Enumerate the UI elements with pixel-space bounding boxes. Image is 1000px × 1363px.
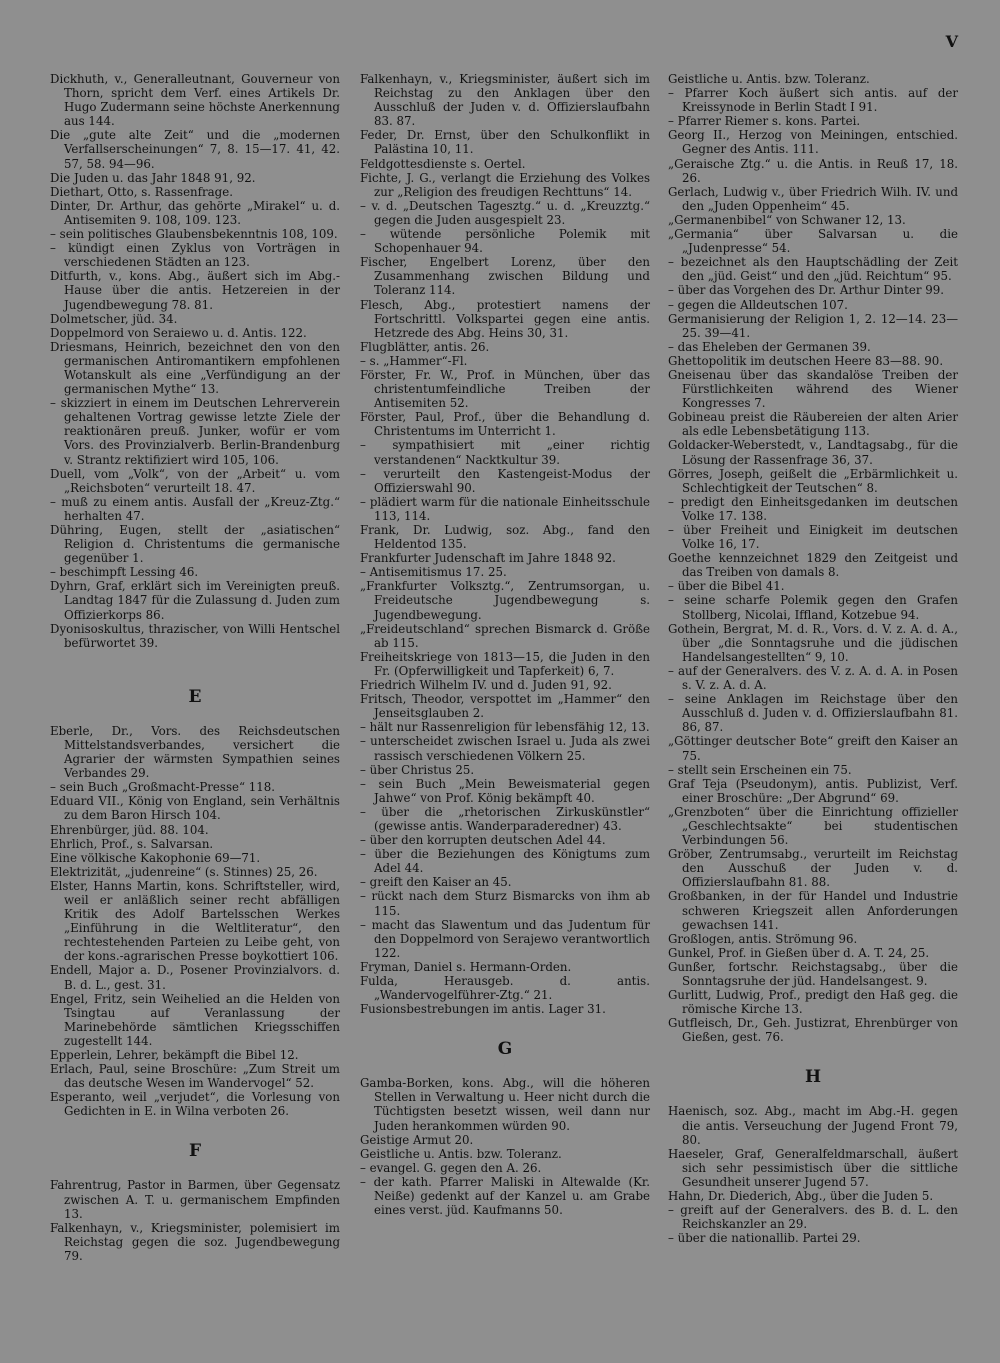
index-entry: „Göttinger deutscher Bote“ greift den Kaiser an 75.	[668, 734, 958, 763]
index-entry: Elektrizität, „judenreine“ (s. Stinnes) 25, 26.	[50, 864, 318, 879]
index-entry: – evangel. G. gegen den A. 26.	[360, 1160, 542, 1175]
section-letter-heading: E	[188, 686, 202, 707]
section-letter-heading: F	[188, 1141, 202, 1162]
index-entry: Doppelmord von Seraiewo u. d. Antis. 122.	[50, 325, 307, 340]
index-entry: Feldgottesdienste s. Oertel.	[360, 156, 526, 171]
index-entry: – hält nur Rassenreligion für lebensfähig 12, 13.	[360, 720, 650, 735]
index-entry: Die „gute alte Zeit“ und die „modernen Verfallserscheinungen“ 7, 8. 15—17. 41, 42. 57, 58. 94—96.	[50, 128, 340, 171]
index-entry: Förster, Fr. W., Prof. in München, über das christentumfeindliche Treiben der Antisemiten 52.	[360, 367, 650, 411]
index-entry: Dyonisoskultus, thrazischer, von Willi Hentschel befürwortet 39.	[50, 621, 340, 650]
section-letter-heading: G	[497, 1039, 513, 1060]
index-entry: – gegen die Alldeutschen 107.	[668, 297, 848, 312]
index-entry: „Germania“ über Salvarsan u. die „Judenpresse“ 54.	[668, 227, 958, 256]
index-entry: – unterscheidet zwischen Israel u. Juda als zwei rassisch verschiedenen Völkern 25.	[360, 734, 650, 763]
index-entry: Gurlitt, Ludwig, Prof., predigt den Haß geg. die römische Kirche 13.	[668, 988, 958, 1017]
index-entry: Eberle, Dr., Vors. des Reichsdeutschen Mittelstandsverbandes, versichert die Agrarier der wärmsten Sympathien seines Verbandes 29.	[50, 723, 340, 781]
index-entry: Esperanto, weil „verjudet“, die Vorlesung von Gedichten in E. in Wilna verboten 26.	[50, 1090, 340, 1119]
index-entry: – über Christus 25.	[360, 762, 475, 777]
index-entry: Görres, Joseph, geißelt die „Erbärmlichkeit u. Schlechtigkeit der Teutschen“ 8.	[668, 466, 958, 495]
index-entry: – seine scharfe Polemik gegen den Grafen Stollberg, Nicolai, Iffland, Kotzebue 94.	[668, 593, 958, 622]
index-entry: Ehrlich, Prof., s. Salvarsan.	[50, 836, 214, 851]
index-entry: Frankfurter Judenschaft im Jahre 1848 92.	[360, 551, 616, 566]
index-entry: – wütende persönliche Polemik mit Schopenhauer 94.	[360, 227, 650, 256]
section-letter-heading: H	[804, 1067, 822, 1088]
index-entry: – über das Vorgehen des Dr. Arthur Dinter 99.	[668, 283, 945, 298]
index-column-2	[360, 72, 650, 1217]
index-entry: Dickhuth, v., Generalleutnant, Gouverneur von Thorn, spricht dem Verf. eines Artikels Dr. Hugo Zudermann seine höchste Anerkennung aus 144.	[50, 72, 340, 129]
index-entry: Haeseler, Graf, Generalfeldmarschall, äußert sich sehr pessimistisch über die sittliche Gesundheit unserer Jugend 57.	[668, 1146, 958, 1189]
index-entry: – Antisemitismus 17. 25.	[360, 565, 507, 580]
index-entry: Flugblätter, antis. 26.	[360, 339, 490, 354]
index-entry: Haenisch, soz. Abg., macht im Abg.-H. gegen die antis. Verseuchung der Jugend Front 79, 80.	[668, 1104, 958, 1147]
index-entry: Gerlach, Ludwig v., über Friedrich Wilh. IV. und den „Juden Oppenheim“ 45.	[668, 184, 958, 213]
page-number: V	[945, 32, 958, 51]
index-entry: – Pfarrer Riemer s. kons. Partei.	[668, 114, 861, 129]
index-entry: Ditfurth, v., kons. Abg., äußert sich im Abg.-Hause über die antis. Hetzereien in der Jugendbewegung 78. 81.	[50, 269, 340, 312]
index-entry: Eine völkische Kakophonie 69—71.	[50, 850, 261, 865]
index-entry: Geistige Armut 20.	[360, 1132, 474, 1147]
index-entry: – Pfarrer Koch äußert sich antis. auf der Kreissynode in Berlin Stadt I 91.	[668, 86, 958, 115]
index-entry: Geistliche u. Antis. bzw. Toleranz.	[668, 72, 870, 86]
index-entry: – greift auf der Generalvers. des B. d. L. den Reichskanzler an 29.	[668, 1203, 958, 1232]
index-entry: Goldacker-Weberstedt, v., Landtagsabg., für die Lösung der Rassenfrage 36, 37.	[668, 438, 958, 467]
index-entry: Gneisenau über das skandalöse Treiben der Fürstlichkeiten während des Wiener Kongresses 7.	[668, 367, 958, 411]
index-entry: – muß zu einem antis. Ausfall der „Kreuz-Ztg.“ herhalten 47.	[50, 494, 340, 523]
index-entry: Germanisierung der Religion 1, 2. 12—14. 23—25. 39—41.	[668, 311, 958, 340]
index-entry: Elster, Hanns Martin, kons. Schriftsteller, wird, weil er anläßlich seiner recht abfälligen Kritik des Adolf Bartelsschen Werkes „Einführung in die Weltliteratur“, den rechtestehenden Parteien zu Leibe geht, von der kons.-agrarischen Presse boykottiert 106.	[50, 878, 340, 964]
index-entry: Gobineau preist die Räubereien der alten Arier als edle Lebensbetätigung 113.	[668, 410, 958, 439]
index-entry: – über die „rhetorischen Zirkuskünstler“ (gewisse antis. Wanderparaderedner) 43.	[360, 804, 650, 833]
index-entry: Falkenhayn, v., Kriegsminister, äußert sich im Reichstag zu den Anklagen über den Ausschluß der Juden v. d. Offizierslaufbahn 83. 87.	[360, 72, 650, 129]
index-entry: – der kath. Pfarrer Maliski in Altewalde (Kr. Neiße) gedenkt auf der Kanzel u. am Grabe eines verst. jüd. Kaufmanns 50.	[360, 1174, 650, 1218]
index-entry: Dühring, Eugen, stellt der „asiatischen“ Religion d. Christentums die germanische gegenüber 1.	[50, 523, 340, 566]
index-entry: – rückt nach dem Sturz Bismarcks von ihm ab 115.	[360, 889, 650, 918]
index-entry: Duell, vom „Volk“, von der „Arbeit“ u. vom „Reichsboten“ verurteilt 18. 47.	[50, 466, 340, 495]
index-entry: – greift den Kaiser an 45.	[360, 875, 512, 890]
index-entry: Endell, Major a. D., Posener Provinzialvors. d. B. d. L., gest. 31.	[50, 963, 340, 992]
index-column-3	[668, 72, 958, 1245]
index-entry: Ghettopolitik im deutschen Heere 83—88. 90.	[668, 353, 944, 368]
index-entry: Graf Teja (Pseudonym), antis. Publizist, Verf. einer Broschüre: „Der Abgrund“ 69.	[668, 776, 958, 805]
index-entry: – über Freiheit und Einigkeit im deutschen Volke 16, 17.	[668, 523, 958, 552]
index-entry: Fusionsbestrebungen im antis. Lager 31.	[360, 1002, 606, 1017]
index-entry: Fritsch, Theodor, verspottet im „Hammer“ den Jenseitsglauben 2.	[360, 692, 650, 721]
index-entry: Geistliche u. Antis. bzw. Toleranz.	[360, 1146, 562, 1161]
index-entry: Fulda, Herausgeb. d. antis. „Wandervogelführer-Ztg.“ 21.	[360, 974, 650, 1003]
index-entry: Fischer, Engelbert Lorenz, über den Zusammenhang zwischen Bildung und Toleranz 114.	[360, 255, 650, 298]
index-entry: Fahrentrug, Pastor in Barmen, über Gegensatz zwischen A. T. u. germanischem Empfinden 13.	[50, 1178, 340, 1221]
index-entry: Engel, Fritz, sein Weihelied an die Helden von Tsingtau auf Veranlassung der Marinebehörde sämtlichen Kriegsschiffen zugestellt 144.	[50, 991, 340, 1048]
index-entry: Hahn, Dr. Diederich, Abg., über die Juden 5.	[668, 1189, 934, 1204]
index-entry: – s. „Hammer“-Fl.	[360, 353, 468, 368]
index-entry: Friedrich Wilhelm IV. und d. Juden 91, 92.	[360, 678, 612, 693]
index-entry: Epperlein, Lehrer, bekämpft die Bibel 12.	[50, 1048, 299, 1062]
index-entry: – bezeichnet als den Hauptschädling der Zeit den „jüd. Geist“ und den „jüd. Reichtum“ 95.	[668, 255, 958, 284]
index-entry: – sein Buch „Mein Beweismaterial gegen Jahwe“ von Prof. König bekämpft 40.	[360, 776, 650, 805]
index-entry: Gunßer, fortschr. Reichstagsabg., über die Sonntagsruhe der jüd. Handelsangest. 9.	[668, 959, 958, 988]
index-entry: Fichte, J. G., verlangt die Erziehung des Volkes zur „Religion des freudigen Rechttuns“ 14.	[360, 170, 650, 199]
index-entry: „Frankfurter Volksztg.“, Zentrumsorgan, u. Freideutsche Jugendbewegung s. Jugendbewegung.	[360, 579, 650, 622]
index-entry: Gamba-Borken, kons. Abg., will die höheren Stellen in Verwaltung u. Heer nicht durch die Tüchtigsten besetzt wissen, weil dann nur Juden herankommen würden 90.	[360, 1076, 650, 1133]
index-entry: – sein Buch „Großmacht-Presse“ 118.	[50, 780, 276, 795]
index-entry: – kündigt einen Zyklus von Vorträgen in verschiedenen Städten an 123.	[50, 241, 340, 270]
index-entry: Dyhrn, Graf, erklärt sich im Vereinigten preuß. Landtag 1847 für die Zulassung d. Juden zum Offizierkorps 86.	[50, 579, 340, 622]
index-entry: – beschimpft Lessing 46.	[50, 565, 199, 580]
index-entry: – plädiert warm für die nationale Einheitsschule 113, 114.	[360, 494, 650, 523]
index-entry: Gothein, Bergrat, M. d. R., Vors. d. V. z. A. d. A., über „die Sonntagsruhe und die jüdischen Handelsangestellten“ 9, 10.	[668, 621, 958, 664]
index-entry: – predigt den Einheitsgedanken im deutschen Volke 17. 138.	[668, 494, 958, 523]
index-entry: Großbanken, in der für Handel und Industrie schweren Kriegszeit allen Anforderungen gewachsen 141.	[668, 889, 958, 932]
index-entry: Diethart, Otto, s. Rassenfrage.	[50, 184, 233, 199]
index-entry: – sein politisches Glaubensbekenntnis 108, 109.	[50, 227, 338, 242]
index-entry: Eduard VII., König von England, sein Verhältnis zu dem Baron Hirsch 104.	[50, 794, 340, 823]
index-entry: Frank, Dr. Ludwig, soz. Abg., fand den Heldentod 135.	[360, 523, 650, 552]
index-entry: Driesmans, Heinrich, bezeichnet den von den germanischen Antiromantikern empfohlenen Wotanskult als eine „Verfündigung an der germanischen Mythe“ 13.	[50, 339, 340, 397]
index-entry: „Germanenbibel“ von Schwaner 12, 13.	[668, 212, 906, 227]
index-entry: – sympathisiert mit „einer richtig verstandenen“ Nacktkultur 39.	[360, 438, 650, 467]
index-entry: „Grenzboten“ über die Einrichtung offizieller „Geschlechtsakte“ bei studentischen Verbindungen 56.	[668, 804, 958, 848]
index-entry: Förster, Paul, Prof., über die Behandlung d. Christentums im Unterricht 1.	[360, 410, 650, 439]
index-entry: „Geraische Ztg.“ u. die Antis. in Reuß 17, 18. 26.	[668, 156, 958, 185]
index-entry: Erlach, Paul, seine Broschüre: „Zum Streit um das deutsche Wesen im Wandervogel“ 52.	[50, 1062, 340, 1091]
index-entry: – macht das Slawentum und das Judentum für den Doppelmord von Serajewo verantwortlich 122.	[360, 917, 650, 960]
index-entry: Fryman, Daniel s. Hermann-Orden.	[360, 959, 572, 974]
index-entry: Flesch, Abg., protestiert namens der Fortschrittl. Volkspartei gegen eine antis. Hetzrede des Abg. Heins 30, 31.	[360, 297, 650, 340]
index-entry: Falkenhayn, v., Kriegsminister, polemisiert im Reichstag gegen die soz. Jugendbewegung 79.	[50, 1220, 340, 1263]
index-entry: Goethe kennzeichnet 1829 den Zeitgeist und das Treiben von damals 8.	[668, 551, 958, 580]
index-entry: Gutfleisch, Dr., Geh. Justizrat, Ehrenbürger von Gießen, gest. 76.	[668, 1016, 958, 1045]
index-entry: Gunkel, Prof. in Gießen über d. A. T. 24, 25.	[668, 945, 930, 960]
index-entry: Georg II., Herzog von Meiningen, entschied. Gegner des Antis. 111.	[668, 128, 958, 157]
index-entry: – v. d. „Deutschen Tagesztg.“ u. d. „Kreuzztg.“ gegen die Juden ausgespielt 23.	[360, 198, 650, 227]
index-entry: Ehrenbürger, jüd. 88. 104.	[50, 822, 209, 837]
index-entry: – über den korrupten deutschen Adel 44.	[360, 833, 606, 848]
index-entry: – über die nationallib. Partei 29.	[668, 1231, 861, 1246]
index-entry: Freiheitskriege von 1813—15, die Juden in den Fr. (Opferwilligkeit und Tapferkeit) 6, 7.	[360, 649, 650, 678]
index-entry: – über die Beziehungen des Königtums zum Adel 44.	[360, 847, 650, 876]
index-entry: Feder, Dr. Ernst, über den Schulkonflikt in Palästina 10, 11.	[360, 128, 650, 157]
index-entry: – das Eheleben der Germanen 39.	[668, 339, 871, 354]
index-entry: Dinter, Dr. Arthur, das gehörte „Mirakel“ u. d. Antisemiten 9. 108, 109. 123.	[50, 198, 340, 227]
index-entry: – auf der Generalvers. des V. z. A. d. A. in Posen s. V. z. A. d. A.	[668, 663, 958, 693]
index-entry: – stellt sein Erscheinen ein 75.	[668, 762, 852, 777]
index-entry: „Freideutschland“ sprechen Bismarck d. Größe ab 115.	[360, 621, 650, 650]
index-entry: – verurteilt den Kastengeist-Modus der Offizierswahl 90.	[360, 466, 650, 495]
index-entry: Gröber, Zentrumsabg., verurteilt im Reichstag den Ausschuß der Juden v. d. Offizierslaufbahn 81. 88.	[668, 847, 958, 890]
index-entry: – seine Anklagen im Reichstage über den Ausschluß d. Juden v. d. Offizierslaufbahn 81. 86, 87.	[668, 692, 958, 735]
index-entry: Großlogen, antis. Strömung 96.	[668, 931, 858, 946]
index-column-1	[50, 72, 340, 1263]
index-entry: – über die Bibel 41.	[668, 579, 785, 594]
index-entry: Dolmetscher, jüd. 34.	[50, 311, 178, 326]
index-entry: – skizziert in einem im Deutschen Lehrerverein gehaltenen Vortrag gewisse letzte Ziele der reaktionären preuß. Junker, wofür er vom Vors. des Provinzialverb. Berlin-Brandenburg v. Strantz rektifiziert wird 105, 106.	[50, 396, 340, 467]
index-entry: Die Juden u. das Jahr 1848 91, 92.	[50, 170, 256, 185]
